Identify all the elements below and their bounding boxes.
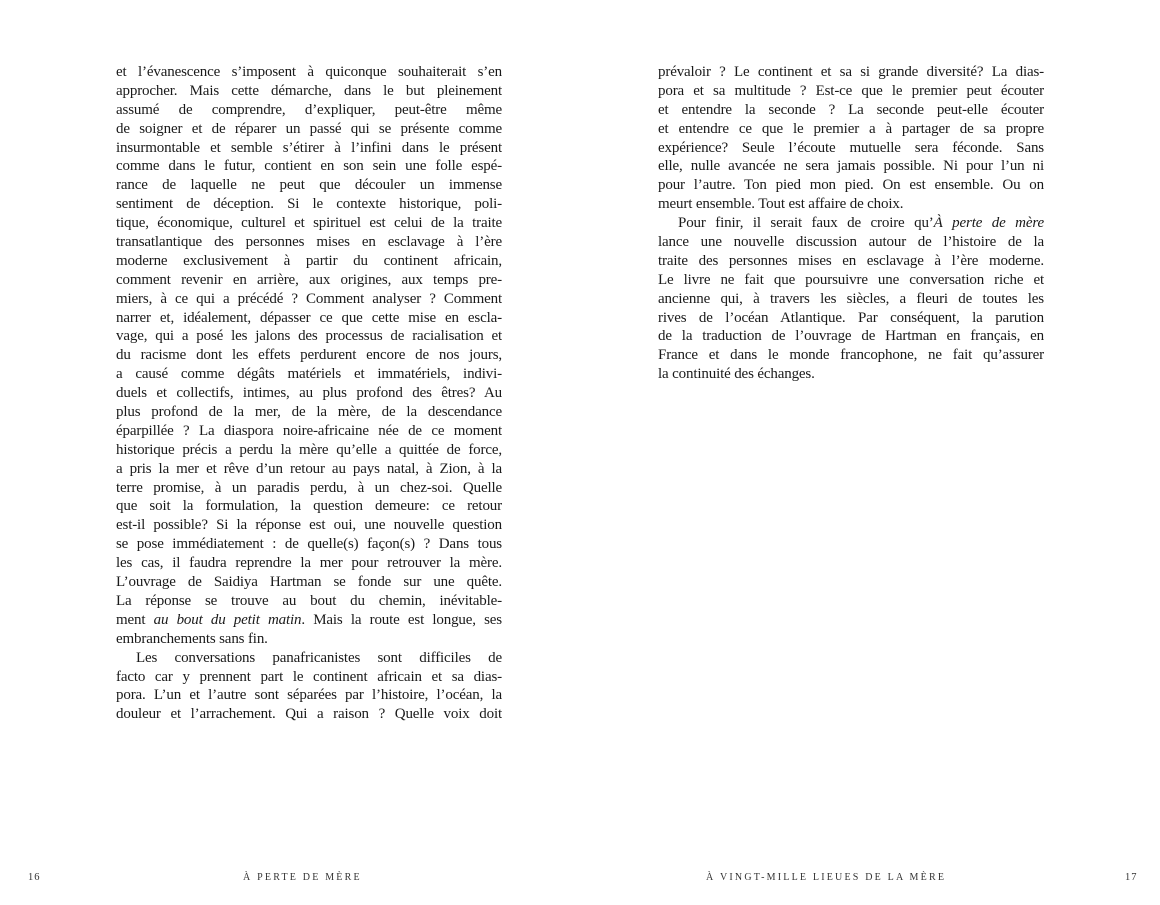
- text-segment: a causé comme dégâts matériels et immatériels, indivi-: [116, 366, 502, 383]
- text-line: [116, 290, 502, 309]
- text-line: [116, 346, 502, 365]
- text-segment: et entendre la seconde ? La seconde peut-elle écouter: [658, 101, 1044, 118]
- text-line: [116, 668, 502, 687]
- text-segment: comme dans le futur, contient en son sein une folle espé-: [116, 158, 502, 175]
- text-segment: sentiment de déception. Si le contexte historique, poli-: [116, 196, 502, 213]
- text-segment: plus profond de la mer, de la mère, de la descendance: [116, 404, 502, 421]
- text-line: [116, 82, 502, 101]
- text-segment: est-il possible? Si la réponse est oui, une nouvelle question: [116, 517, 502, 534]
- text-segment: Le livre ne fait que poursuivre une conversation riche et: [658, 271, 1044, 288]
- text-line: [116, 139, 502, 158]
- text-segment: transatlantique des personnes mises en esclavage à l’ère: [116, 234, 502, 251]
- text-line: [658, 290, 1044, 309]
- text-segment: du racisme dont les effets perdurent encore de nos jours,: [116, 347, 502, 364]
- text-segment: a pris la mer et rêve d’un retour au pays natal, à Zion, à la: [116, 460, 502, 477]
- text-segment: que soit la formulation, la question demeure: ce retour: [116, 498, 502, 515]
- right-page: [580, 0, 1160, 905]
- text-segment: comment revenir en arrière, aux origines, aux temps pre-: [116, 271, 502, 288]
- page-number-right: 17: [1125, 872, 1138, 883]
- text-segment: moderne exclusivement à partir du continent africain,: [116, 252, 502, 269]
- text-segment: et entendre ce que le premier a à partager de sa propre: [658, 120, 1044, 137]
- text-segment: pora et sa multitude ? Est-ce que le premier peut écouter: [658, 82, 1044, 99]
- text-line: [116, 592, 502, 611]
- text-line: [116, 630, 502, 649]
- text-segment: éparpillée ? La diaspora noire-africaine née de ce moment: [116, 422, 502, 439]
- text-segment: prévaloir ? Le continent et sa si grande diversité? La dias-: [658, 64, 1044, 80]
- text-line: [658, 120, 1044, 139]
- text-line: [116, 233, 502, 252]
- text-line: [658, 63, 1044, 82]
- text-line: [116, 441, 502, 460]
- text-line: [116, 535, 502, 554]
- text-segment: elle, nulle avancée ne sera jamais possible. Ni pour l’un ni: [658, 158, 1044, 175]
- italic-title: À perte de mère: [933, 215, 1044, 232]
- text-line: [116, 157, 502, 176]
- text-segment: facto car y prennent part le continent africain et sa dias-: [116, 668, 502, 685]
- text-line: [116, 649, 502, 668]
- text-line: [116, 365, 502, 384]
- text-line: [116, 705, 502, 724]
- text-segment: . Mais la route est longue, ses: [301, 611, 502, 628]
- text-line: [658, 157, 1044, 176]
- text-segment: approcher. Mais cette démarche, dans le but pleinement: [116, 82, 502, 99]
- text-line: [116, 309, 502, 328]
- text-segment: traite des personnes mises en esclavage à l’ère moderne.: [658, 252, 1044, 269]
- text-segment: La réponse se trouve au bout du chemin, inévitable-: [116, 592, 502, 609]
- text-segment: la continuité des échanges.: [658, 366, 815, 383]
- text-line: [658, 101, 1044, 120]
- text-segment: et l’évanescence s’imposent à quiconque souhaiterait s’en: [116, 64, 502, 80]
- text-line: [116, 497, 502, 516]
- text-line: [116, 101, 502, 120]
- running-head-left: À PERTE DE MÈRE: [243, 872, 362, 883]
- text-segment: miers, à ce qui a précédé ? Comment analyser ? Comment: [116, 290, 502, 307]
- text-line: [658, 233, 1044, 252]
- text-line: [116, 120, 502, 139]
- text-line: [658, 327, 1044, 346]
- text-line: [658, 271, 1044, 290]
- text-line: [116, 252, 502, 271]
- text-line: [658, 309, 1044, 328]
- text-segment: duels et collectifs, intimes, au plus profond des êtres? Au: [116, 385, 502, 402]
- text-line: [658, 139, 1044, 158]
- text-line: [116, 611, 502, 630]
- text-segment: pour l’autre. Ton pied mon pied. On est ensemble. Ou on: [658, 177, 1044, 194]
- text-segment: France et dans le monde francophone, ne fait qu’assurer: [658, 347, 1044, 364]
- text-segment: L’ouvrage de Saidiya Hartman se fonde sur une quête.: [116, 574, 502, 591]
- text-line: [116, 479, 502, 498]
- text-segment: de soigner et de réparer un passé qui se présente comme: [116, 120, 502, 137]
- text-segment: historique précis a perdu la mère qu’elle a quittée de force,: [116, 441, 502, 458]
- text-line: [658, 252, 1044, 271]
- left-text-column: [116, 63, 502, 724]
- text-line: [116, 460, 502, 479]
- text-segment: les cas, il faudra reprendre la mer pour retrouver la mère.: [116, 555, 502, 572]
- text-line: [116, 327, 502, 346]
- text-line: [116, 195, 502, 214]
- text-line: [116, 573, 502, 592]
- text-line: [116, 403, 502, 422]
- text-segment: de la traduction de l’ouvrage de Hartman en français, en: [658, 328, 1044, 345]
- text-segment: meurt ensemble. Tout est affaire de choix.: [658, 196, 904, 213]
- text-segment: expérience? Seule l’écoute mutuelle sera féconde. Sans: [658, 139, 1044, 156]
- right-text-column: [658, 63, 1044, 384]
- text-line: [116, 176, 502, 195]
- text-segment: lance une nouvelle discussion autour de l’histoire de la: [658, 234, 1044, 251]
- text-segment: ment: [116, 611, 154, 628]
- page-number-left: 16: [28, 872, 41, 883]
- text-line: [116, 214, 502, 233]
- text-line: [658, 365, 1044, 384]
- text-line: [116, 63, 502, 82]
- text-segment: assumé de comprendre, d’expliquer, peut-être même: [116, 101, 502, 118]
- text-line: [116, 422, 502, 441]
- running-head-right: À VINGT-MILLE LIEUES DE LA MÈRE: [706, 872, 947, 883]
- text-segment: rance de laquelle ne peut que découler un immense: [116, 177, 502, 194]
- text-segment: rives de l’océan Atlantique. Par conséquent, la parution: [658, 309, 1044, 326]
- text-segment: ancienne qui, à travers les siècles, a fleuri de toutes les: [658, 290, 1044, 307]
- text-line: [658, 195, 1044, 214]
- text-line: [658, 346, 1044, 365]
- text-segment: se pose immédiatement : de quelle(s) façon(s) ? Dans tous: [116, 536, 502, 553]
- text-line: [116, 271, 502, 290]
- text-line: [116, 516, 502, 535]
- text-segment: narrer et, idéalement, dépasser ce que cette mise en escla-: [116, 309, 502, 326]
- text-segment: embranchements sans fin.: [116, 630, 268, 647]
- text-segment: Les conversations panafricanistes sont difficiles de: [136, 649, 502, 666]
- text-line: [658, 214, 1044, 233]
- text-segment: insurmontable et semble s’étirer à l’infini dans le présent: [116, 139, 502, 156]
- text-line: [116, 686, 502, 705]
- text-segment: tique, économique, culturel et spirituel est celui de la traite: [116, 215, 502, 232]
- text-line: [658, 176, 1044, 195]
- text-segment: douleur et l’arrachement. Qui a raison ? Quelle voix doit: [116, 706, 502, 723]
- text-line: [658, 82, 1044, 101]
- text-segment: pora. L’un et l’autre sont séparées par l’histoire, l’océan, la: [116, 687, 502, 704]
- text-segment: Pour finir, il serait faux de croire qu’: [678, 215, 934, 232]
- italic-title: au bout du petit matin: [153, 611, 302, 628]
- text-segment: terre promise, à un paradis perdu, à un chez-soi. Quelle: [116, 479, 502, 496]
- text-line: [116, 384, 502, 403]
- text-segment: vage, qui a posé les jalons des processus de racialisation et: [116, 328, 502, 345]
- text-line: [116, 554, 502, 573]
